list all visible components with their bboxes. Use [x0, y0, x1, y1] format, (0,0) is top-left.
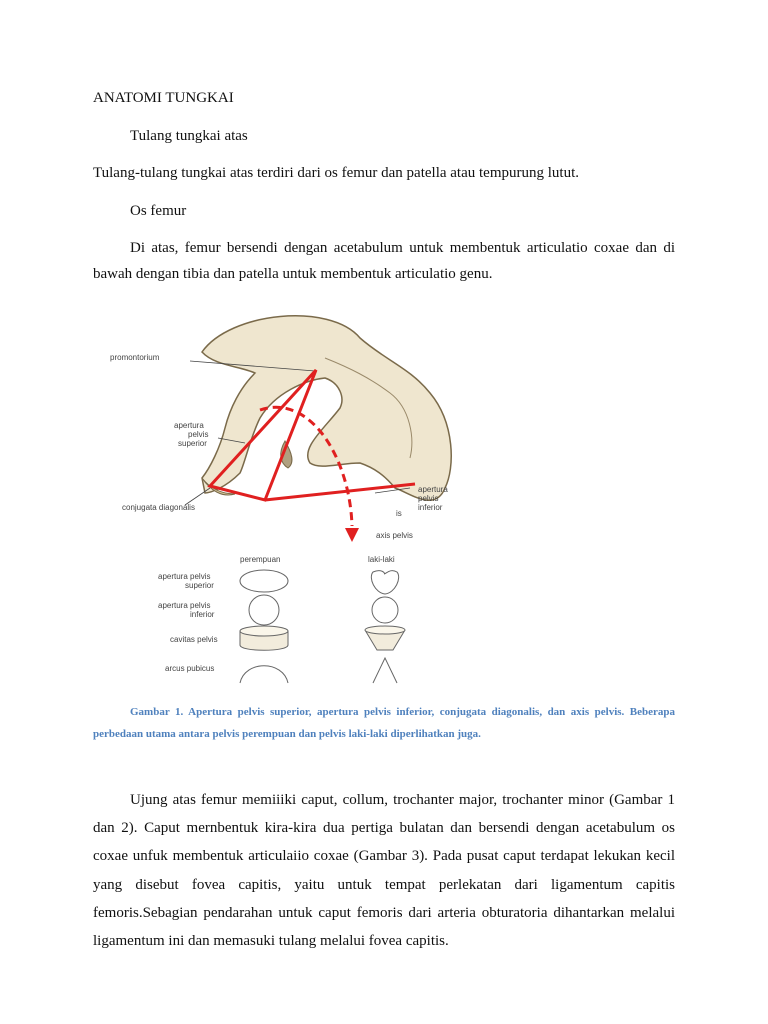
svg-text:superior: superior — [185, 581, 214, 590]
svg-text:is: is — [396, 509, 402, 518]
svg-text:inferior: inferior — [418, 503, 443, 512]
female-apertura-inferior — [249, 595, 279, 625]
svg-text:cavitas pelvis: cavitas pelvis — [170, 635, 218, 644]
subheading-tulang-tungkai-atas: Tulang tungkai atas — [130, 128, 248, 144]
svg-text:superior: superior — [178, 439, 207, 448]
male-arcus — [373, 658, 397, 683]
paragraph-3: Ujung atas femur memiiiki caput, collum, trochanter major, trochanter minor (Gambar 1 dan 2). Caput mernbentuk kira-kira dua pertiga bulatan dan bersendi dengan acetabulum os coxae unfuk membentuk articulaiio coxae (Gambar 3). Pada pusat caput terdapat lekukan kecil yang disebut fovea capitis, yaitu untuk tempat perlekatan dari ligamentum capitis femoris.Sebagian pendarahan untuk caput femoris dari arteria obturatoria dihantarkan melalui ligamentum ini dan memasuki tulang melalui fovea capitis. — [93, 792, 675, 950]
male-apertura-inferior — [372, 597, 398, 623]
female-arcus — [240, 666, 288, 683]
pelvis-figure — [110, 298, 490, 684]
column-female: perempuan — [240, 555, 281, 564]
paragraph-2: Di atas, femur bersendi dengan acetabulum untuk membentuk articulatio coxae dan di bawah dengan tibia dan patella untuk membentuk articulatio genu. — [93, 240, 675, 282]
label-conjugata-diagonalis: conjugata diagonalis — [122, 503, 195, 512]
svg-text:apertura pelvis: apertura pelvis — [158, 572, 211, 581]
svg-text:pelvis: pelvis — [188, 430, 209, 439]
paragraph-1: Tulang-tulang tungkai atas terdiri dari os femur dan patella atau tempurung lutut. — [93, 165, 579, 181]
svg-text:apertura: apertura — [418, 485, 448, 494]
column-male: laki-laki — [368, 555, 395, 564]
svg-text:inferior: inferior — [190, 610, 215, 619]
label-promontorium: promontorium — [110, 353, 160, 362]
svg-text:arcus pubicus: arcus pubicus — [165, 664, 215, 673]
doc-title: ANATOMI TUNGKAI — [93, 90, 234, 106]
female-apertura-superior — [240, 570, 288, 592]
svg-text:pelvis: pelvis — [418, 494, 439, 503]
label-axis-pelvis: axis pelvis — [376, 531, 413, 540]
svg-text:apertura pelvis: apertura pelvis — [158, 601, 211, 610]
svg-text:apertura: apertura — [174, 421, 204, 430]
pelvis-bone-illustration — [202, 316, 451, 501]
subheading-os-femur: Os femur — [130, 203, 187, 219]
male-apertura-superior — [371, 571, 398, 594]
figure-caption: Gambar 1. Apertura pelvis superior, apertura pelvis inferior, conjugata diagonalis, dan axis pelvis. Beberapa perbedaan utama antara pelvis perempuan dan pelvis laki-laki diperlihatkan juga. — [93, 706, 675, 740]
